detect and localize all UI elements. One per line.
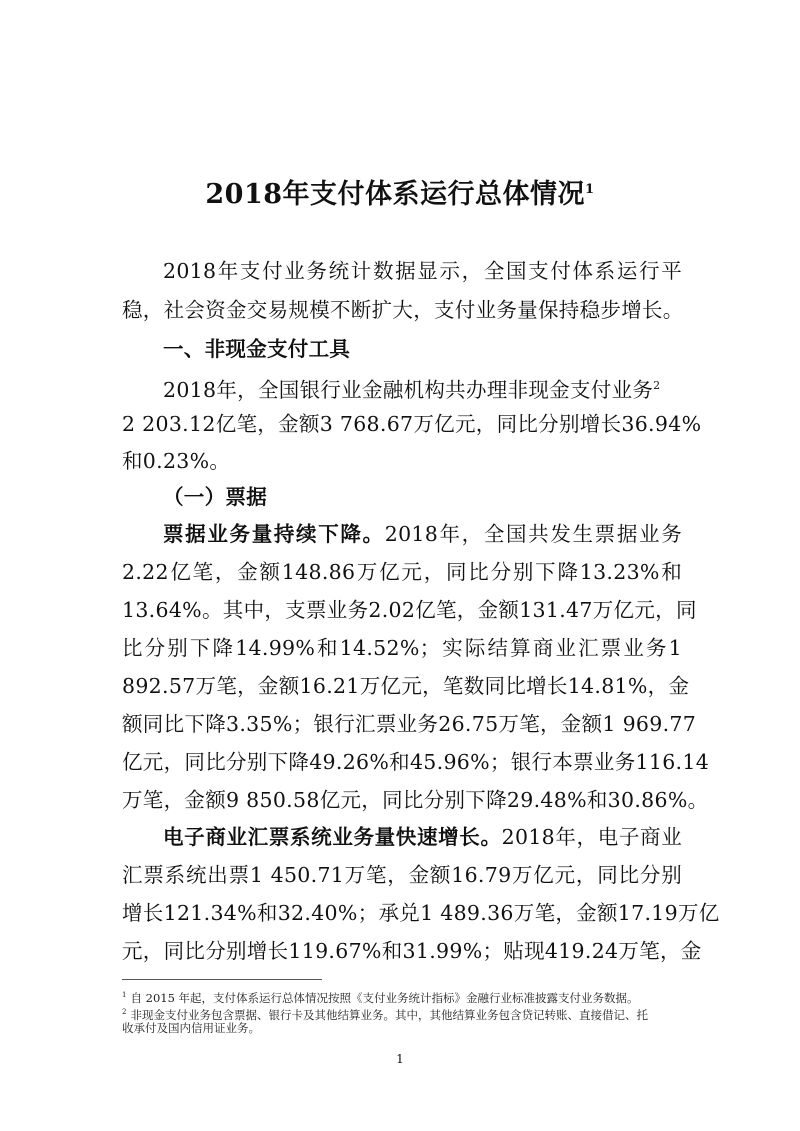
page-number: 1 bbox=[396, 1052, 404, 1066]
para3-line-2: 汇票系统出票1 450.71万笔，金额16.79万亿元，同比分别 bbox=[122, 863, 682, 887]
para2-line-6: 额同比下降3.35%；银行汇票业务26.75万笔，金额1 969.77 bbox=[122, 712, 697, 736]
footnote-2-text: 非现金支付业务包含票据、银行卡及其他结算业务。其中，其他结算业务包含贷记转账、直接借记、托 bbox=[130, 1007, 648, 1022]
para2-line-8: 万笔，金额9 850.58亿元，同比分别下降29.48%和30.86%。 bbox=[122, 788, 709, 812]
intro-line-2: 稳，社会资金交易规模不断扩大，支付业务量保持稳步增长。 bbox=[122, 298, 684, 322]
sec1-line-1-text: 2018年，全国银行业金融机构共办理非现金支付业务 bbox=[163, 377, 654, 402]
para3-lead: 电子商业汇票系统业务量快速增长。 bbox=[163, 825, 502, 849]
footnote-2-continued: 收承付及国内信用证业务。 bbox=[122, 1021, 260, 1035]
sec1-line-3: 和0.23%。 bbox=[122, 449, 231, 473]
para2-lead: 票据业务量持续下降。 bbox=[163, 522, 385, 546]
footnote-2-mark: 2 bbox=[122, 1008, 127, 1016]
title-text: 2018年支付体系运行总体情况 bbox=[205, 179, 586, 210]
para2-line-7: 亿元，同比分别下降49.26%和45.96%；银行本票业务116.14 bbox=[122, 750, 710, 774]
footnote-ref-2: 2 bbox=[653, 379, 661, 392]
para3-line-1-rest: 2018年，电子商业 bbox=[501, 825, 682, 849]
para2-line-2: 2.22亿笔，金额148.86万亿元，同比分别下降13.23%和 bbox=[122, 560, 682, 584]
footnote-1-mark: 1 bbox=[122, 991, 127, 999]
para2-line-5: 892.57万笔，金额16.21万亿元，笔数同比增长14.81%，金 bbox=[122, 674, 690, 698]
para2-line-1 bbox=[122, 522, 682, 546]
footnote-1-text: 自 2015 年起，支付体系运行总体情况按照《支付业务统计指标》金融行业标准披露支付业务数据。 bbox=[130, 990, 639, 1005]
section-heading-noncash: 一、非现金支付工具 bbox=[163, 337, 351, 361]
subsection-heading-bills: （一）票据 bbox=[163, 485, 267, 509]
para3-line-3: 增长121.34%和32.40%；承兑1 489.36万笔，金额17.19万亿 bbox=[122, 901, 720, 925]
sec1-line-1 bbox=[122, 374, 682, 402]
footnote-1 bbox=[122, 988, 682, 1006]
para2-line-4: 比分别下降14.99%和14.52%；实际结算商业汇票业务1 bbox=[122, 636, 682, 660]
sec1-line-2: 2 203.12亿笔，金额3 768.67万亿元，同比分别增长36.94% bbox=[122, 412, 702, 436]
intro-line-1: 2018年支付业务统计数据显示，全国支付体系运行平 bbox=[163, 259, 682, 283]
title-footnote-ref: 1 bbox=[585, 182, 595, 197]
para2-line-1-rest: 2018年，全国共发生票据业务 bbox=[384, 522, 683, 546]
para3-line-1 bbox=[122, 825, 682, 849]
para2-line-3: 13.64%。其中，支票业务2.02亿笔，金额131.47万亿元，同 bbox=[122, 598, 697, 622]
para3-line-4: 元，同比分别增长119.67%和31.99%；贴现419.24万笔，金 bbox=[122, 939, 702, 963]
footnote-separator bbox=[122, 979, 322, 980]
page-title bbox=[0, 172, 800, 211]
